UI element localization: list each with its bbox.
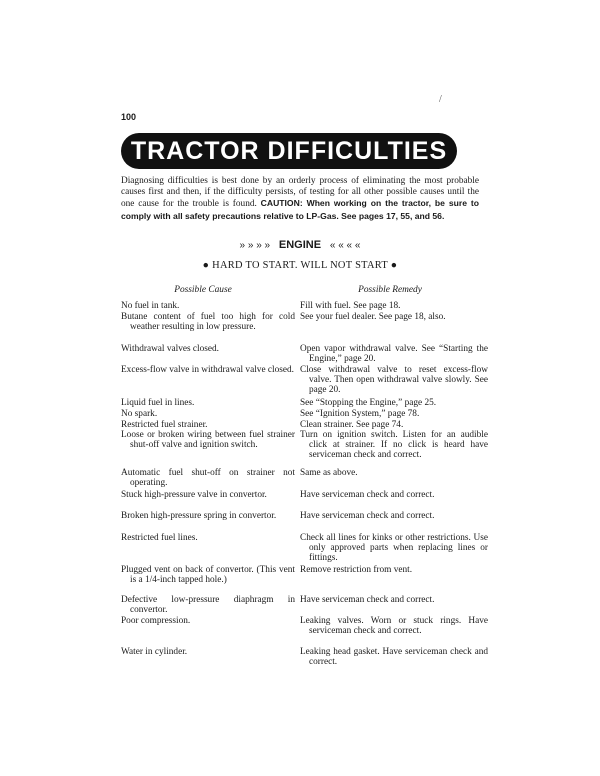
cause-cell: No spark. [121, 409, 158, 419]
remedy-cell: Remove restriction from vent. [300, 565, 413, 575]
section-right-marks: « « « « [329, 240, 361, 251]
cause-cell: Excess-flow valve in withdrawal valve closed. [121, 365, 294, 375]
cause-cell: No fuel in tank. [121, 301, 180, 311]
remedy-cell: Leaking valves. Worn or stuck rings. Have serviceman check and correct. [300, 616, 488, 637]
cause-cell: Liquid fuel in lines. [121, 398, 195, 408]
subheading-text: HARD TO START. WILL NOT START [212, 260, 388, 271]
remedy-cell: Check all lines for kinks or other restrictions. Use only approved parts when replacing lines or fittings. [300, 533, 488, 564]
cause-cell: Automatic fuel shut-off on strainer not operating. [121, 468, 295, 489]
remedy-cell: Have serviceman check and correct. [300, 511, 435, 521]
section-title: ENGINE [278, 239, 322, 251]
page-number: 100 [121, 112, 137, 122]
intro-paragraph [121, 176, 479, 223]
cause-cell: Stuck high-pressure valve in convertor. [121, 490, 267, 500]
cause-cell: Water in cylinder. [121, 647, 188, 657]
cause-cell: Butane content of fuel too high for cold weather resulting in low pressure. [121, 312, 295, 333]
remedy-column-header: Possible Remedy [358, 285, 422, 295]
remedy-cell: Have serviceman check and correct. [300, 490, 435, 500]
cause-cell: Loose or broken wiring between fuel strainer shut-off valve and ignition switch. [121, 430, 295, 451]
intro-caution: CAUTION: When working on the tractor, be sure to comply with all safety precautions relative to LP-Gas. See pages 17, 55, and 56. [121, 198, 480, 221]
cause-column-header: Possible Cause [174, 285, 232, 295]
bullet-icon: ● [390, 260, 398, 271]
stray-mark: / [439, 94, 442, 105]
cause-cell: Broken high-pressure spring in convertor. [121, 511, 277, 521]
bullet-icon: ● [202, 260, 210, 271]
subheading [121, 260, 479, 271]
remedy-cell: See “Stopping the Engine,” page 25. [300, 398, 437, 408]
remedy-cell: See your fuel dealer. See page 18, also. [300, 312, 446, 322]
remedy-cell: Open vapor withdrawal valve. See “Starting the Engine,” page 20. [300, 344, 488, 365]
remedy-cell: Same as above. [300, 468, 358, 478]
cause-cell: Restricted fuel lines. [121, 533, 198, 543]
remedy-cell: Leaking head gasket. Have serviceman check and correct. [300, 647, 488, 668]
section-heading [121, 239, 479, 251]
cause-cell: Withdrawal valves closed. [121, 344, 219, 354]
remedy-cell: Turn on ignition switch. Listen for an audible click at strainer. If no click is heard have serviceman check and correct. [300, 430, 488, 461]
intro-text: Diagnosing difficulties is best done by an orderly process of eliminating the most probable causes first and then, if the difficulty persists, of testing for all other possible causes until the one cause for the trouble is found. [121, 176, 479, 210]
remedy-cell: Close withdrawal valve to reset excess-flow valve. Then open withdrawal valve slowly. See page 20. [300, 365, 488, 396]
section-left-marks: » » » » [239, 240, 271, 251]
page-title-banner: TRACTOR DIFFICULTIES [121, 133, 457, 169]
cause-cell: Plugged vent on back of convertor. (This vent is a 1/4-inch tapped hole.) [121, 565, 295, 586]
remedy-cell: Have serviceman check and correct. [300, 595, 435, 605]
cause-cell: Poor compression. [121, 616, 191, 626]
remedy-cell: See “Ignition System,” page 78. [300, 409, 420, 419]
cause-cell: Restricted fuel strainer. [121, 420, 208, 430]
cause-cell: Defective low-pressure diaphragm in convertor. [121, 595, 295, 616]
remedy-cell: Clean strainer. See page 74. [300, 420, 404, 430]
remedy-cell: Fill with fuel. See page 18. [300, 301, 401, 311]
